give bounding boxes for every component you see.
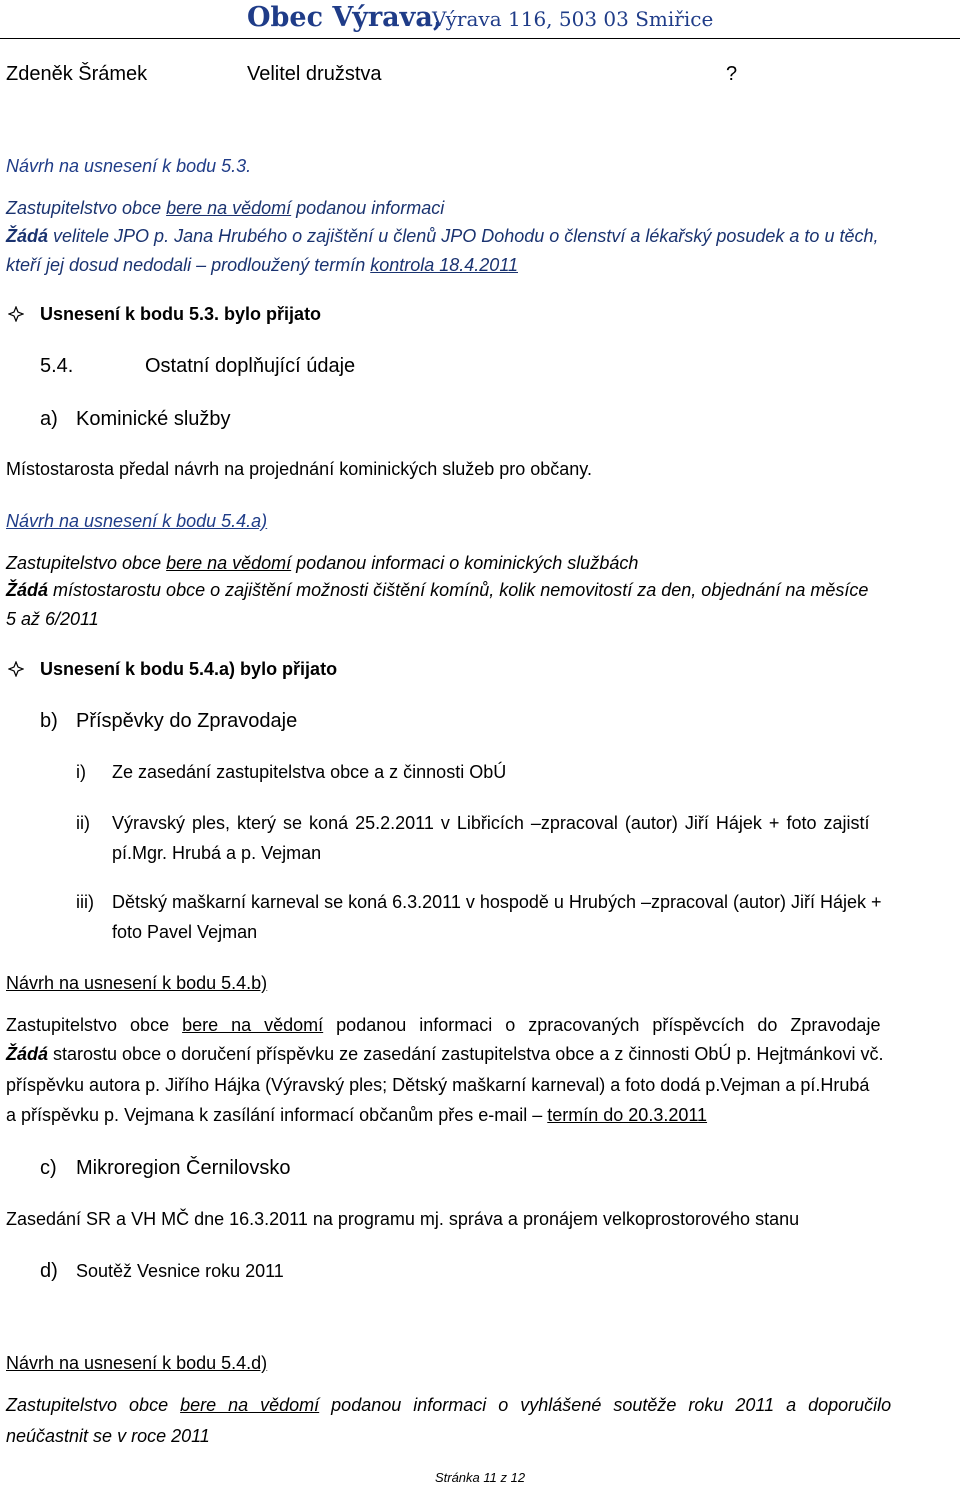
b-item-num: ii) [76, 813, 90, 833]
s54b-l1-pre: Zastupitelstvo obce [6, 1015, 183, 1035]
s54b-l1-post: podanou informaci o zpracovaných příspěvcích do Zpravodaje [323, 1015, 881, 1035]
s53-l2-rest: velitele JPO p. Jana Hrubého o zajištění u členů JPO Dohodu o členství a lékařský posudek a to u těch, [48, 226, 879, 246]
s53-l1-underlined: bere na vědomí [166, 198, 292, 218]
s54a-line-1 [6, 552, 638, 574]
section-5-4-title: Ostatní doplňující údaje [145, 355, 356, 377]
sub-a-title: Kominické služby [76, 408, 231, 430]
b-item-num: i) [76, 762, 86, 782]
diamond-bullet-icon [8, 306, 24, 322]
proposal-5-4-a: Návrh na usnesení k bodu 5.4.a) [6, 511, 268, 531]
s54d-line-2: neúčastnit se v roce 2011 [6, 1426, 210, 1446]
sub-d-label: d) [40, 1260, 58, 1282]
s53-l1-pre: Zastupitelstvo obce [6, 198, 167, 218]
sub-b-label: b) [40, 710, 58, 732]
s54a-line-3: 5 až 6/2011 [6, 609, 99, 629]
s54a-line-2 [6, 579, 868, 601]
s54d-l1-underlined: bere na vědomí [180, 1395, 320, 1415]
s54b-line-4 [6, 1104, 707, 1126]
b-item-line: Výravský ples, který se koná 25.2.2011 v Libřicích –zpracoval (autor) Jiří Hájek + foto zajistí [112, 813, 870, 833]
s54b-line-2 [6, 1043, 883, 1065]
s53-l2-bold: Žádá [6, 226, 49, 246]
header-title: Obec Výrava, [247, 2, 443, 33]
s54a-l2-bold: Žádá [6, 580, 49, 600]
s54a-l2-rest: místostarostu obce o zajištění možnosti čištění komínů, kolik nemovitostí za den, objednání na měsíce [48, 580, 869, 600]
s54b-line-3: příspěvku autora p. Jiřího Hájka (Výravský ples; Dětský maškarní karneval) a foto dodá p.Vejman a pí.Hrubá [6, 1075, 870, 1095]
s53-line-3 [6, 254, 518, 276]
s53-l3-pre: kteří jej dosud nedodali – prodloužený termín [6, 255, 371, 275]
page-header [0, 0, 960, 39]
s54d-l1-post: podanou informaci o vyhlášené soutěže roku 2011 a doporučilo [319, 1395, 892, 1415]
b-item-line-2: foto Pavel Vejman [112, 922, 258, 942]
s54b-l2-bold: Žádá [6, 1044, 49, 1064]
proposal-5-4-b: Návrh na usnesení k bodu 5.4.b) [6, 973, 268, 993]
proposal-5-3: Návrh na usnesení k bodu 5.3. [6, 156, 252, 176]
s53-l1-post: podanou informaci [291, 198, 445, 218]
sub-d-title: Soutěž Vesnice roku 2011 [76, 1261, 284, 1281]
s54d-l1-pre: Zastupitelstvo obce [6, 1395, 181, 1415]
header-address: Výrava 116, 503 03 Smiřice [432, 7, 714, 31]
member-name: Zdeněk Šrámek [6, 63, 148, 85]
s54d-line-1 [6, 1394, 891, 1416]
sub-c-text: Zasedání SR a VH MČ dne 16.3.2011 na programu mj. správa a pronájem velkoprostorového stanu [6, 1209, 800, 1229]
b-item-line-2: pí.Mgr. Hrubá a p. Vejman [112, 843, 322, 863]
b-item-line: Dětský maškarní karneval se koná 6.3.2011 v hospodě u Hrubých –zpracoval (autor) Jiří Hájek + [112, 892, 882, 912]
sub-b-title: Příspěvky do Zpravodaje [76, 710, 298, 732]
s53-l3-underlined: kontrola 18.4.2011 [370, 255, 518, 275]
b-item-line: Ze zasedání zastupitelstva obce a z činnosti ObÚ [112, 762, 507, 782]
section-5-4-number: 5.4. [40, 355, 74, 377]
s53-line-2 [6, 225, 878, 247]
b-item-num: iii) [76, 892, 94, 912]
s54a-l1-underlined: bere na vědomí [166, 553, 292, 573]
s54b-line-1 [6, 1014, 880, 1036]
member-role: Velitel družstva [247, 63, 382, 85]
member-mark: ? [726, 63, 738, 85]
s54b-l4-pre: a příspěvku p. Vejmana k zasílání informací občanům přes e-mail – [6, 1105, 548, 1125]
proposal-5-4-d: Návrh na usnesení k bodu 5.4.d) [6, 1353, 268, 1373]
s54b-l4-underlined: termín do 20.3.2011 [547, 1105, 708, 1125]
page-footer: Stránka 11 z 12 [434, 1470, 526, 1485]
s53-line-1 [6, 197, 444, 219]
diamond-bullet-icon [8, 661, 24, 677]
s54b-l1-underlined: bere na vědomí [182, 1015, 324, 1035]
sub-a-text: Místostarosta předal návrh na projednání kominických služeb pro občany. [6, 459, 592, 479]
sub-c-title: Mikroregion Černilovsko [76, 1157, 291, 1179]
sub-a-label: a) [40, 408, 58, 430]
resolution-5-3: Usnesení k bodu 5.3. bylo přijato [40, 304, 322, 324]
s54a-l1-pre: Zastupitelstvo obce [6, 553, 167, 573]
sub-c-label: c) [40, 1157, 57, 1179]
s54b-l2-rest: starostu obce o doručení příspěvku ze zasedání zastupitelstva obce a z činnosti ObÚ p. Hejtmánkovi vč. [48, 1044, 884, 1064]
s54a-l1-post: podanou informaci o kominických službách [291, 553, 639, 573]
resolution-5-4-a: Usnesení k bodu 5.4.a) bylo přijato [40, 659, 338, 679]
